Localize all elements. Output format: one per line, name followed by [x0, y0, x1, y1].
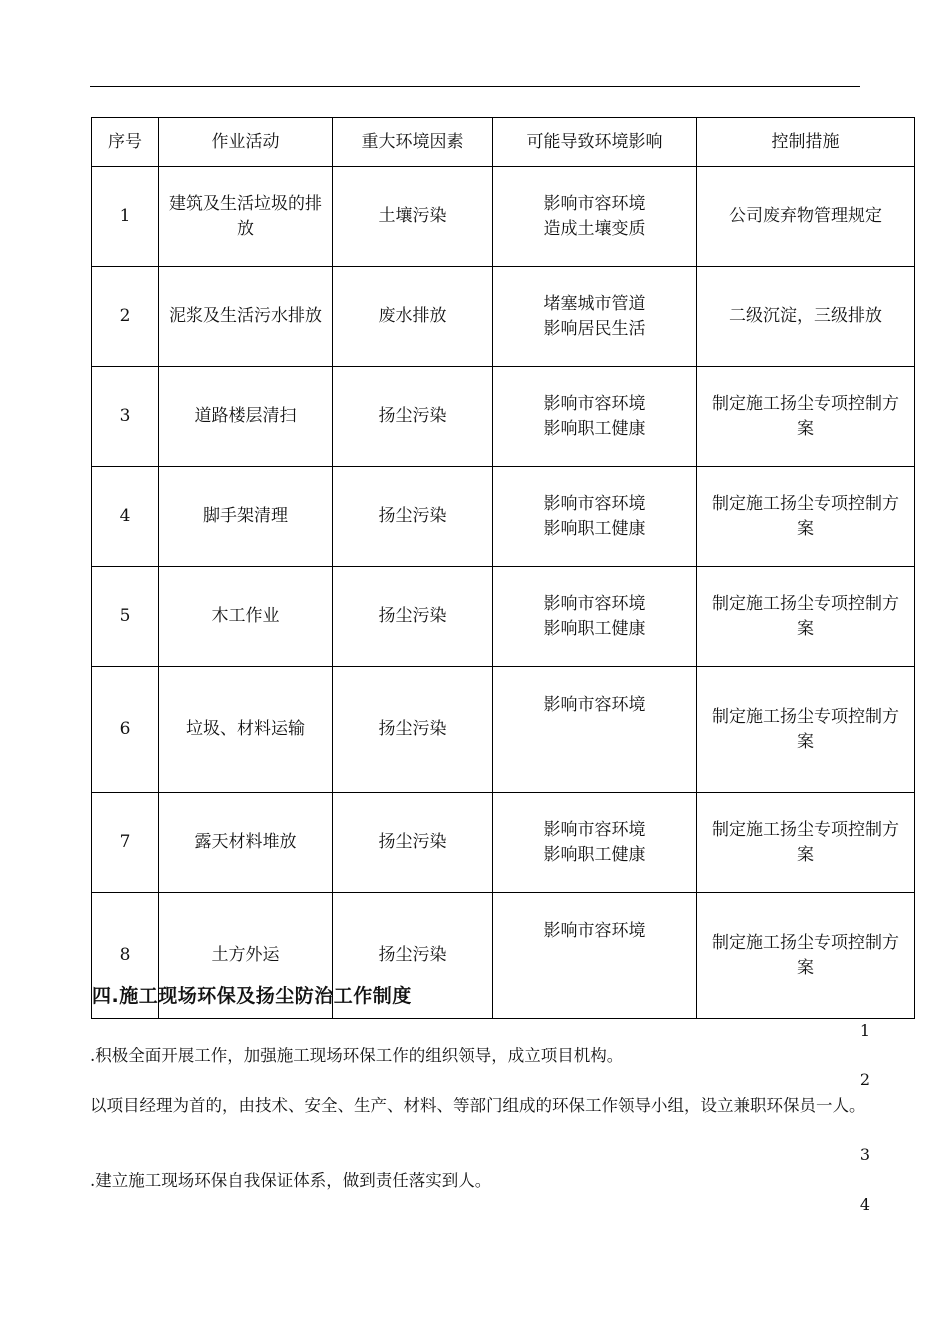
table-row	[92, 567, 915, 667]
cell-activity: 垃圾、材料运输	[159, 667, 333, 793]
impact-line: 影响市容环境	[543, 593, 646, 614]
impact-line: 影响职工健康	[543, 518, 646, 539]
cell-factor: 扬尘污染	[333, 667, 493, 793]
paragraph-text: 以项目经理为首的，由技术、安全、生产、材料、等部门组成的环保工作领导小组，设立兼职环保员一人。	[90, 1096, 866, 1115]
impact-line: 影响市容环境	[543, 695, 646, 715]
cell-activity: 露天材料堆放	[159, 793, 333, 893]
paragraph-text: .积极全面开展工作，加强施工现场环保工作的组织领导，成立项目机构。	[90, 1046, 624, 1065]
table-row	[92, 467, 915, 567]
cell-control: 制定施工扬尘专项控制方案	[697, 367, 915, 467]
table-row	[92, 267, 915, 367]
impact-line: 影响市容环境	[543, 393, 646, 414]
cell-control: 制定施工扬尘专项控制方案	[697, 793, 915, 893]
impact-line: 影响居民生活	[543, 318, 646, 339]
header-factor: 重大环境因素	[333, 118, 493, 167]
cell-no: 2	[92, 267, 159, 367]
header-control: 控制措施	[697, 118, 915, 167]
table-header-row	[92, 118, 915, 167]
header-impact: 可能导致环境影响	[493, 118, 697, 167]
impact-line: 堵塞城市管道	[543, 293, 646, 314]
cell-factor: 扬尘污染	[333, 567, 493, 667]
cell-factor: 扬尘污染	[333, 893, 493, 1019]
impact-line: 影响市容环境	[543, 493, 646, 514]
cell-activity: 建筑及生活垃圾的排放	[159, 167, 333, 267]
impact-line: 影响市容环境	[543, 819, 646, 840]
table-row	[92, 167, 915, 267]
paragraph-number: 4	[859, 1195, 870, 1214]
impact-line: 影响职工健康	[543, 618, 646, 639]
cell-control: 二级沉淀，三级排放	[697, 267, 915, 367]
cell-no: 3	[92, 367, 159, 467]
cell-no: 8	[92, 893, 159, 1019]
environment-factors-table	[91, 117, 915, 1019]
header-rule	[90, 86, 860, 87]
impact-line: 影响市容环境	[543, 921, 646, 941]
header-no: 序号	[92, 118, 159, 167]
cell-control: 制定施工扬尘专项控制方案	[697, 467, 915, 567]
cell-activity: 土方外运	[159, 893, 333, 1019]
cell-factor: 土壤污染	[333, 167, 493, 267]
impact-line: 造成土壤变质	[543, 218, 646, 239]
cell-activity: 泥浆及生活污水排放	[159, 267, 333, 367]
cell-activity: 木工作业	[159, 567, 333, 667]
cell-impact	[493, 667, 697, 793]
table-row	[92, 367, 915, 467]
paragraph-text: .建立施工现场环保自我保证体系，做到责任落实到人。	[90, 1171, 492, 1190]
section-title: 四.施工现场环保及扬尘防治工作制度	[92, 985, 412, 1007]
paragraph-number: 1	[859, 1021, 870, 1040]
cell-control: 公司废弃物管理规定	[697, 167, 915, 267]
cell-control: 制定施工扬尘专项控制方案	[697, 893, 915, 1019]
cell-no: 1	[92, 167, 159, 267]
table-row	[92, 667, 915, 793]
cell-impact	[493, 467, 697, 567]
paragraph-number: 2	[859, 1070, 870, 1089]
table-row	[92, 793, 915, 893]
impact-line: 影响职工健康	[543, 844, 646, 865]
cell-factor: 扬尘污染	[333, 367, 493, 467]
cell-impact	[493, 567, 697, 667]
cell-factor: 废水排放	[333, 267, 493, 367]
impact-line: 影响市容环境	[543, 193, 646, 214]
cell-activity: 脚手架清理	[159, 467, 333, 567]
cell-no: 7	[92, 793, 159, 893]
cell-activity: 道路楼层清扫	[159, 367, 333, 467]
header-activity: 作业活动	[159, 118, 333, 167]
cell-impact	[493, 167, 697, 267]
impact-line: 影响职工健康	[543, 418, 646, 439]
cell-impact	[493, 367, 697, 467]
cell-no: 4	[92, 467, 159, 567]
cell-factor: 扬尘污染	[333, 793, 493, 893]
cell-no: 6	[92, 667, 159, 793]
cell-impact	[493, 793, 697, 893]
cell-no: 5	[92, 567, 159, 667]
cell-impact	[493, 893, 697, 1019]
cell-factor: 扬尘污染	[333, 467, 493, 567]
cell-impact	[493, 267, 697, 367]
cell-control: 制定施工扬尘专项控制方案	[697, 667, 915, 793]
cell-control: 制定施工扬尘专项控制方案	[697, 567, 915, 667]
paragraph-number: 3	[859, 1145, 870, 1164]
